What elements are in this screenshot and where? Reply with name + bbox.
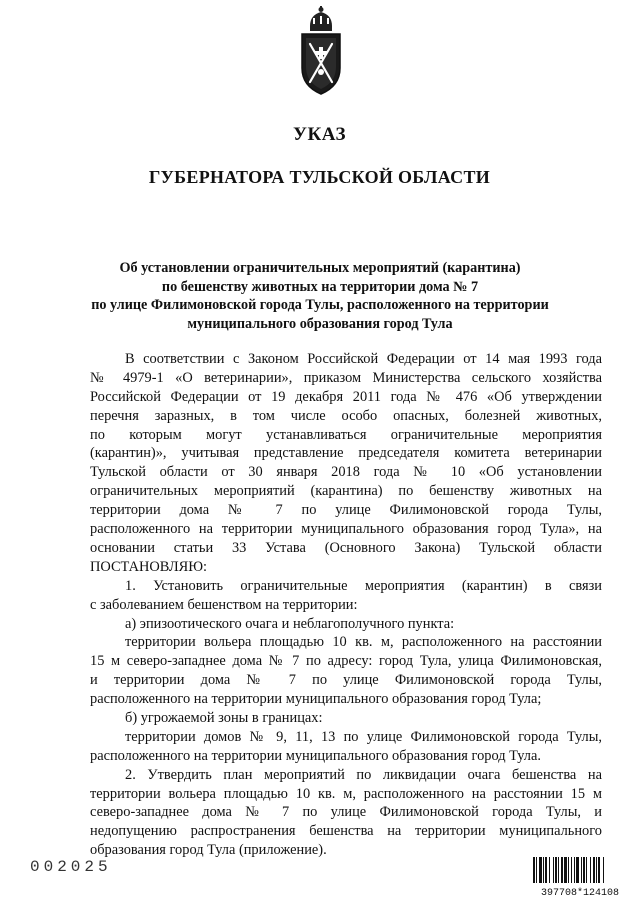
- preamble-line: территории дома № 7 по улице Филимоновской города Тулы,: [90, 502, 602, 519]
- document-serial-number: 002025: [30, 858, 112, 876]
- title-line: муниципального образования город Тула: [187, 315, 453, 332]
- item-2-line: северо-западнее дома № 7 по улице Филимоновской города Тулы, и: [90, 804, 602, 821]
- document-type-heading: УКАЗ: [293, 124, 346, 145]
- preamble-line: перечня заразных, в том числе особо опасных, болезней животных,: [90, 407, 602, 424]
- barcode-bar: [555, 857, 557, 883]
- preamble-line: № 4979-1 «О ветеринарии», приказом Министерства сельского хозяйства: [90, 369, 602, 386]
- decree-keyword: ПОСТАНОВЛЯЮ:: [90, 558, 208, 575]
- barcode-bar: [564, 857, 567, 883]
- barcode-bar: [536, 857, 537, 883]
- barcode-bar: [598, 857, 600, 883]
- barcode-bar: [571, 857, 572, 883]
- title-line: по бешенству животных на территории дома № 7: [161, 278, 479, 295]
- preamble-line: (карантин)», учитывая представление председателя комитета ветеринарии: [90, 445, 602, 462]
- barcode-bar: [545, 857, 547, 883]
- barcode-bar: [568, 857, 569, 883]
- barcode-bar: [561, 857, 563, 883]
- item-1b-line: расположенного на территории муниципального образования город Тула.: [90, 747, 541, 764]
- barcode-bar: [558, 857, 559, 883]
- item-1a-line: и территории дома № 7 по улице Филимоновской города Тулы,: [90, 672, 602, 689]
- barcode-bar: [603, 857, 604, 883]
- preamble-line: расположенного на территории муниципального образования город Тула», на: [90, 521, 602, 538]
- barcode: [533, 857, 627, 899]
- barcode-bar: [543, 857, 544, 883]
- coat-of-arms-emblem: [298, 6, 344, 98]
- preamble-line: Тульской области от 30 января 2018 года № 10 «Об установлении: [90, 464, 602, 481]
- issuer-heading: ГУБЕРНАТОРА ТУЛЬСКОЙ ОБЛАСТИ: [148, 167, 491, 187]
- barcode-bar: [574, 857, 575, 883]
- barcode-bar: [596, 857, 597, 883]
- document-body: [90, 350, 602, 860]
- barcode-bar: [581, 857, 582, 883]
- barcode-bar: [576, 857, 579, 883]
- item-2-line: недопущению распространения бешенства на территории муниципального: [90, 823, 602, 840]
- title-line: по улице Филимоновской города Тулы, расположенного на территории: [91, 297, 549, 313]
- preamble-line: ограничительных мероприятий (карантина) по бешенству животных на: [90, 483, 602, 500]
- item-1a-label: а) эпизоотического очага и неблагополучного пункта:: [125, 615, 455, 632]
- barcode-bar: [583, 857, 585, 883]
- barcode-bar: [539, 857, 542, 883]
- barcode-bar: [586, 857, 587, 883]
- barcode-bar: [593, 857, 595, 883]
- item-1a-line: 15 м северо-западнее дома № 7 по адресу: город Тула, улица Филимоновская,: [90, 653, 602, 670]
- item-2-line: территории вольера площадью 10 кв. м, расположенного на расстоянии 15 м: [90, 785, 602, 802]
- item-1b-label: б) угрожаемой зоны в границах:: [125, 709, 323, 726]
- preamble-line: основании статьи 33 Устава (Основного Закона) Тульской области: [90, 539, 602, 556]
- item-2-line: образования город Тула (приложение).: [90, 842, 327, 859]
- item-1b-line: территории домов № 9, 11, 13 по улице Филимоновской города Тулы,: [125, 728, 602, 745]
- document-title: [80, 259, 560, 333]
- item-2-line: 2. Утвердить план мероприятий по ликвидации очага бешенства на: [125, 766, 602, 783]
- barcode-bar: [533, 857, 535, 883]
- barcode-bar: [553, 857, 554, 883]
- preamble-line: В соответствии с Законом Российской Федерации от 14 мая 1993 года: [125, 351, 602, 367]
- barcode-bars: [533, 857, 627, 883]
- title-line: Об установлении ограничительных мероприятий (карантина): [119, 260, 521, 276]
- barcode-bar: [590, 857, 591, 883]
- item-1-line: 1. Установить ограничительные мероприятия (карантин) в связи: [125, 577, 602, 594]
- item-1a-line: расположенного на территории муниципального образования город Тула;: [90, 691, 542, 708]
- item-1a-line: территории вольера площадью 10 кв. м, расположенного на расстоянии: [125, 634, 602, 651]
- item-1-line: с заболеванием бешенством на территории:: [90, 596, 358, 613]
- preamble-line: Российской Федерации от 19 декабря 2011 года № 476 «Об утверждении: [90, 388, 602, 405]
- barcode-bar: [549, 857, 550, 883]
- preamble-line: по которым могут устанавливаться ограничительные мероприятия: [90, 426, 602, 443]
- barcode-number: 397708*124108: [540, 888, 619, 899]
